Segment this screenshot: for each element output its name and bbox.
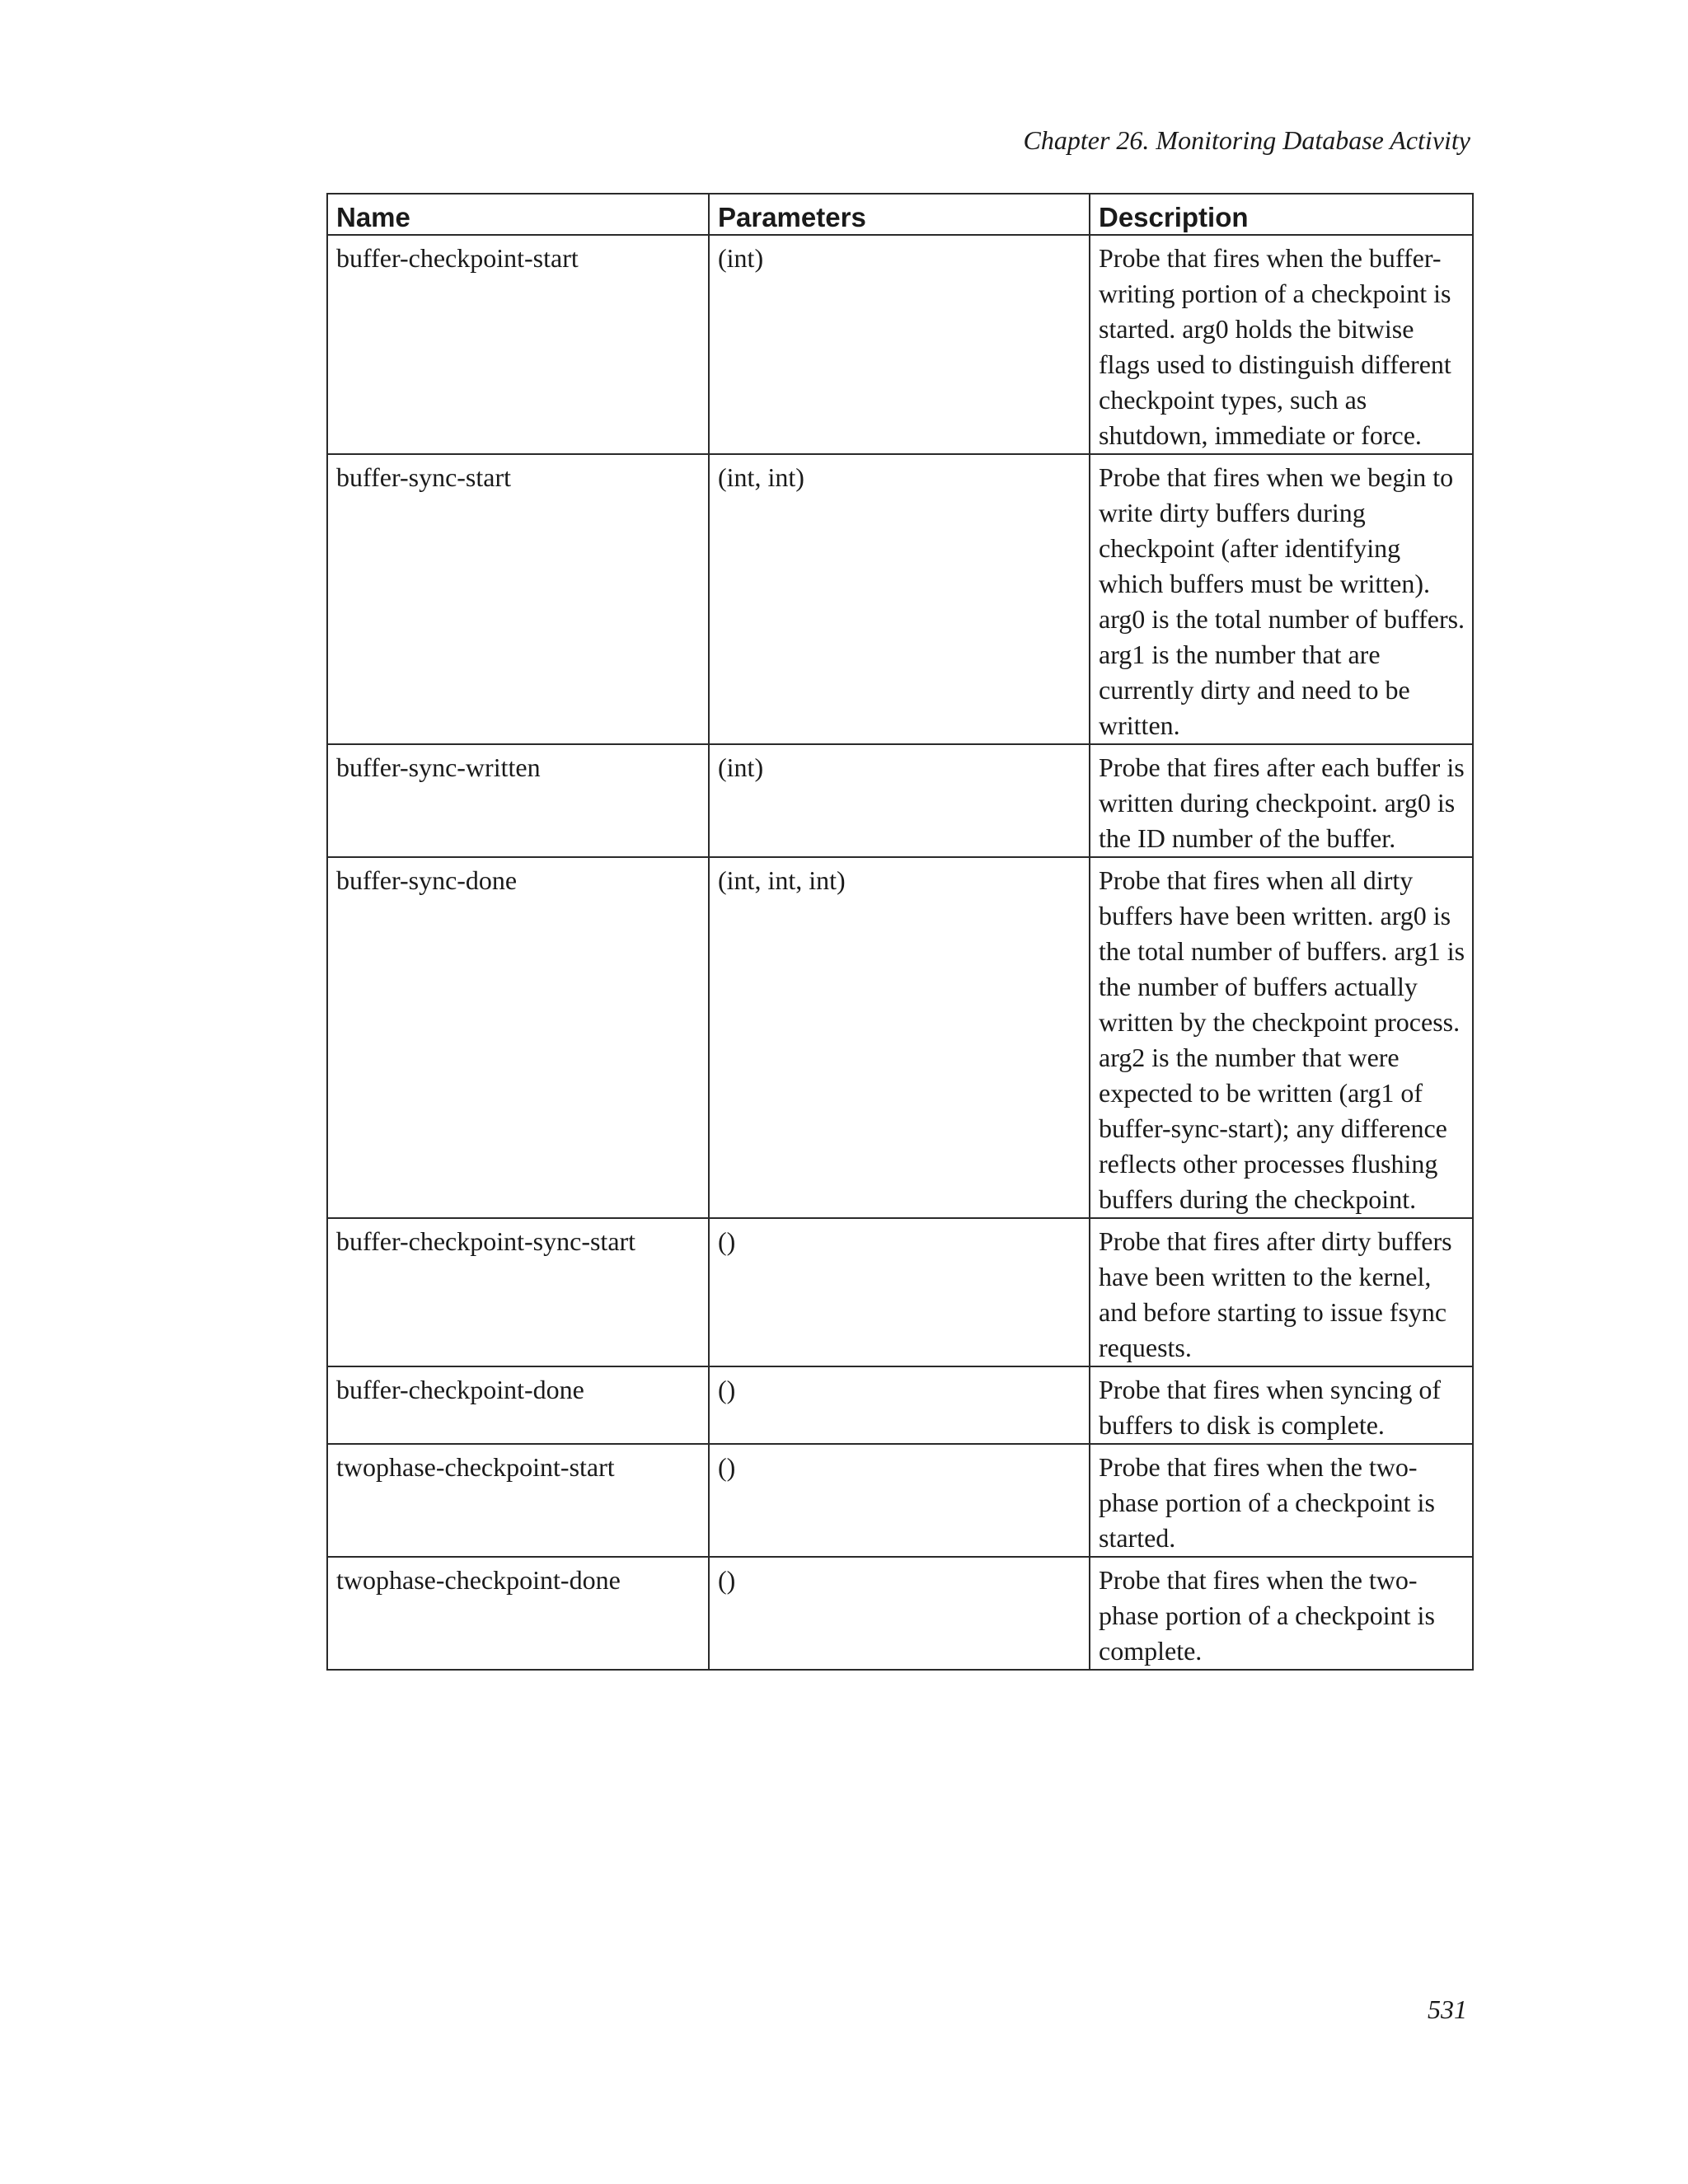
cell-description: Probe that fires when we begin to write dirty buffers during checkpoint (after identifying which buffers must be written). arg0 is the total number of buffers. arg1 is the number that are currently dirty and need to be written.	[1090, 454, 1473, 744]
cell-description: Probe that fires when the two-phase portion of a checkpoint is started.	[1090, 1444, 1473, 1557]
cell-name: buffer-checkpoint-start	[327, 235, 709, 454]
cell-params: ()	[709, 1218, 1090, 1366]
cell-description: Probe that fires when all dirty buffers have been written. arg0 is the total number of buffers. arg1 is the number of buffers actually written by the checkpoint process. arg2 is the number that were expected to be written (arg1 of buffer-sync-start); any difference reflects other processes flushing buffers during the checkpoint.	[1090, 857, 1473, 1218]
cell-name: buffer-checkpoint-done	[327, 1366, 709, 1444]
table-row	[327, 744, 1473, 857]
column-header-description: Description	[1090, 194, 1473, 235]
table-header	[327, 194, 1473, 235]
table-row	[327, 454, 1473, 744]
probe-table	[326, 193, 1474, 1671]
cell-name: buffer-sync-done	[327, 857, 709, 1218]
cell-description: Probe that fires after each buffer is written during checkpoint. arg0 is the ID number of the buffer.	[1090, 744, 1473, 857]
cell-description: Probe that fires when the two-phase portion of a checkpoint is complete.	[1090, 1557, 1473, 1670]
table-row	[327, 1557, 1473, 1670]
cell-params: ()	[709, 1366, 1090, 1444]
cell-params: (int)	[709, 744, 1090, 857]
running-header-chapter-title: Chapter 26. Monitoring Database Activity	[1023, 125, 1470, 155]
cell-description: Probe that fires when syncing of buffers to disk is complete.	[1090, 1366, 1473, 1444]
column-header-name: Name	[327, 194, 709, 235]
table-row	[327, 857, 1473, 1218]
cell-name: twophase-checkpoint-start	[327, 1444, 709, 1557]
table-header-row	[327, 194, 1473, 235]
cell-name: buffer-sync-written	[327, 744, 709, 857]
page-number: 531	[1428, 1994, 1467, 2024]
cell-name: buffer-sync-start	[327, 454, 709, 744]
cell-params: ()	[709, 1557, 1090, 1670]
cell-description: Probe that fires when the buffer-writing portion of a checkpoint is started. arg0 holds the bitwise flags used to distinguish different checkpoint types, such as shutdown, immediate or force.	[1090, 235, 1473, 454]
cell-params: (int, int, int)	[709, 857, 1090, 1218]
cell-description: Probe that fires after dirty buffers have been written to the kernel, and before starting to issue fsync requests.	[1090, 1218, 1473, 1366]
cell-params: (int, int)	[709, 454, 1090, 744]
table-body	[327, 235, 1473, 1670]
column-header-parameters: Parameters	[709, 194, 1090, 235]
cell-params: (int)	[709, 235, 1090, 454]
table-row	[327, 1444, 1473, 1557]
cell-name: twophase-checkpoint-done	[327, 1557, 709, 1670]
table-row	[327, 1218, 1473, 1366]
cell-params: ()	[709, 1444, 1090, 1557]
table-row	[327, 1366, 1473, 1444]
cell-name: buffer-checkpoint-sync-start	[327, 1218, 709, 1366]
table-row	[327, 235, 1473, 454]
